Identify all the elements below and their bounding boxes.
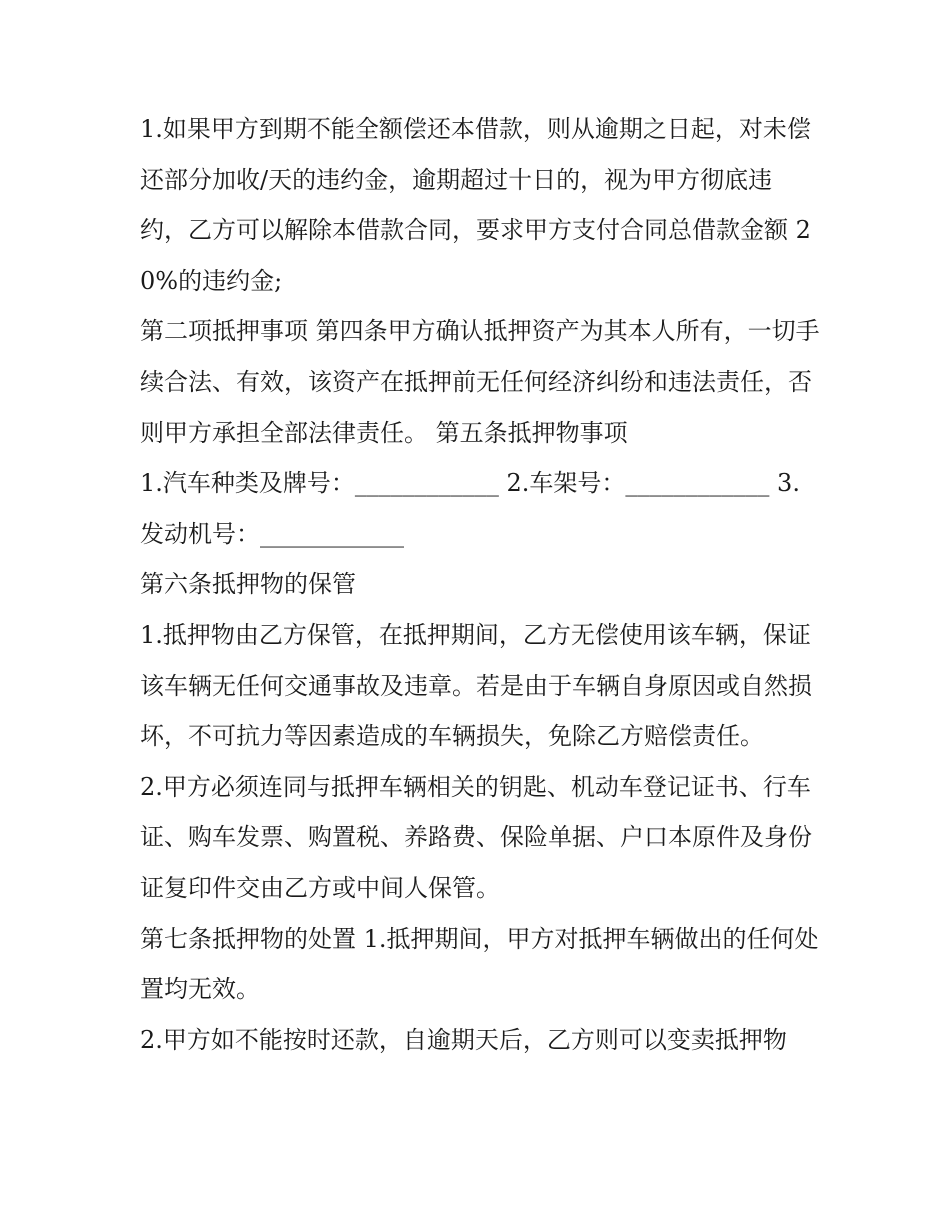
document-page xyxy=(140,104,820,1065)
paragraph-vehicle-info: 1.汽车种类及牌号：____________ 2.车架号：____________ 3.发动机号：____________ xyxy=(140,469,800,548)
paragraph-custody-1: 1.抵押物由乙方保管，在抵押期间，乙方无偿使用该车辆，保证该车辆无任何交通事故及违章。若是由于车辆自身原因或自然损坏，不可抗力等因素造成的车辆损失，免除乙方赔偿责任。 xyxy=(140,620,812,751)
paragraph-article-six-heading: 第六条抵押物的保管 xyxy=(140,570,356,599)
paragraph-custody-2: 2.甲方必须连同与抵押车辆相关的钥匙、机动车登记证书、行车证、购车发票、购置税、养路费、保险单据、户口本原件及身份证复印件交由乙方或中间人保管。 xyxy=(140,772,812,902)
paragraph-mortgage-items: 第二项抵押事项 第四条甲方确认抵押资产为其本人所有，一切手续合法、有效，该资产在抵押前无任何经济纠纷和违法责任，否则甲方承担全部法律责任。 第五条抵押物事项 xyxy=(140,317,820,447)
paragraph-article-seven: 第七条抵押物的处置 1.抵押期间，甲方对抵押车辆做出的任何处置均无效。 xyxy=(140,924,819,1004)
paragraph-disposal-2: 2.甲方如不能按时还款，自逾期天后，乙方则可以变卖抵押物 xyxy=(140,1025,787,1054)
paragraph-penalty: 1.如果甲方到期不能全额偿还本借款，则从逾期之日起，对未偿还部分加收/天的违约金，逾期超过十日的，视为甲方彻底违约，乙方可以解除本借款合同，要求甲方支付合同总借款金额 20%的违约金; xyxy=(140,115,811,295)
